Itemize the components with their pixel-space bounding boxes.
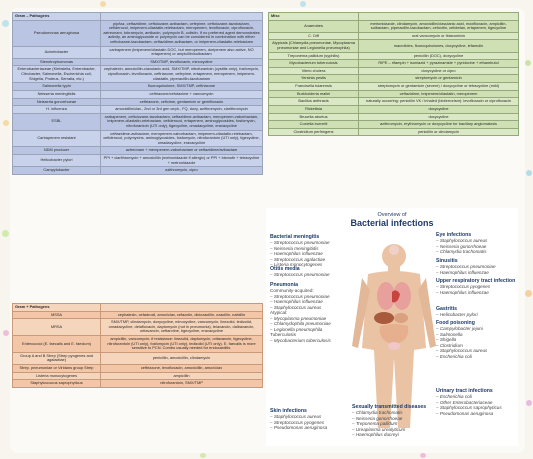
pathogen-item: – Pseudomonas aeruginosa <box>270 425 328 431</box>
decor-dot <box>525 60 531 66</box>
treatment-cell: carbapenem, ceftolozane-tazobactam, ceftazidime-avibactam, meropenem-vaborbactam, imipenem-cilastatin-relebactam, cefiderocol, ertapenem, aminoglycosides, fosfomycin, nitrofurantoin (UTI only), tigecycline, omadacycline, eravacycline <box>101 113 263 130</box>
treatment-cell: carbapenem (imipenem/cilastatin DOC, but meropenem, doripenem also active, NO ertapenem) or ampicillin/sulbactam <box>101 46 263 58</box>
meningitis-block <box>270 234 352 268</box>
pathogen-item: – Haemophilus influenzae <box>436 289 489 295</box>
table-row <box>13 336 263 353</box>
pathogen-item: – Escherichia coli <box>436 394 472 400</box>
infographic-title <box>266 212 518 228</box>
treatment-cell: azithromycin, erythromycin or doxycycline for bacillary angiomatosis <box>359 121 519 129</box>
table-row <box>269 113 519 121</box>
sinusitis-block <box>436 258 516 275</box>
pathogen-item: – Treponema pallidum <box>352 421 398 427</box>
infection-heading: Gastritis <box>436 306 458 312</box>
pathogen-item: – Chlamydia trachomatis <box>352 410 403 416</box>
infection-heading: Pneumonia <box>270 282 298 288</box>
pathogen-cell: Listeria monocytogenes <box>13 372 101 380</box>
pathogen-item: – Shigella <box>436 337 457 343</box>
uti-block <box>436 388 516 416</box>
treatment-cell: cephalexin, cefadroxil, amox/clav, cefazolin, dicloxacillin, oxacillin, nafcillin <box>101 311 263 319</box>
pathogen-item: – Salmonella <box>436 331 463 337</box>
otitis-block <box>270 266 352 278</box>
table-row <box>269 90 519 98</box>
table-header-cell <box>359 13 519 21</box>
pathogen-cell: Carbapenem resistant <box>13 130 101 147</box>
treatment-cell: ceftazidime-avibactam, meropenem-vaborbactam, imipenem-cilastatin-relebactam, cefiderocol, polymyxins, aminoglycosides, fosfomycin, nitrofurantoin (UTI only), tigecycline, omadacycline, eravacycline <box>101 130 263 147</box>
pathogen-cell: C. Diff <box>269 32 359 40</box>
treatment-cell: ceftriaxone/cefotaxime + vancomycin <box>101 90 263 98</box>
pathogen-item: – Streptococcus pneumoniae <box>270 272 330 278</box>
pathogen-item: Community-acquired: <box>270 288 314 294</box>
table-row <box>269 67 519 75</box>
table-row <box>269 20 519 32</box>
misc-pathogens-table <box>268 12 519 136</box>
table-row <box>13 46 263 58</box>
pathogen-cell: H. influenza <box>13 106 101 114</box>
treatment-cell: penicillin (DOC), doxycycline <box>359 52 519 60</box>
pathogen-cell: Staphylococcus saprophyticus <box>13 380 101 388</box>
decor-dot <box>420 453 426 458</box>
infection-heading: Upper respiratory tract infection <box>436 278 516 284</box>
pathogen-item: – Streptococcus pyogenes <box>436 284 491 290</box>
infection-heading: Urinary tract infections <box>436 388 493 394</box>
table-row <box>13 90 263 98</box>
treatment-cell: metronidazole, clindamycin, amoxicillin/clavulanic acid, moxifloxacin, ampicillin-sulbactam, piperacillin-tazobactam, cefoxitin, cefotetan, ertapenem, tigecycline <box>359 20 519 32</box>
infection-heading: Sexually transmitted diseases <box>352 404 427 410</box>
treatment-cell: ceftriaxone, cefixime, gentamicin or gemifloxacin <box>101 98 263 106</box>
pathogen-cell: Vibrio cholera <box>269 67 359 75</box>
pathogen-cell: Neisseria meningitidis <box>13 90 101 98</box>
treatment-cell: ampicillin <box>101 372 263 380</box>
infection-heading: Eye infections <box>436 232 472 238</box>
std-block <box>352 404 432 438</box>
decor-dot <box>300 1 306 7</box>
treatment-cell: ampicillin, vancomycin; if resistance: linezolid, daptomycin, oritavancin, tigecycline, nitrofurantoin (UTI only), fosfomycin (UTI only), tedizolid (UTI only). E. faecalis is more sensitive to PCN. Combo usually needed for endocarditis. <box>101 336 263 353</box>
table-row <box>13 365 263 373</box>
food-poisoning-block <box>436 320 516 359</box>
table-header-row <box>13 304 263 312</box>
decor-dot <box>2 230 9 237</box>
pathogen-item: – Neisseria gonorrhoeae <box>352 415 403 421</box>
table-row <box>13 98 263 106</box>
table-row <box>13 106 263 114</box>
table-row <box>269 121 519 129</box>
table-row <box>13 66 263 83</box>
treatment-cell: PPI + clarithromycin + amoxicillin (metronidazole if allergic) or PPI + bismuth + tetracycline + metronidazole <box>101 155 263 167</box>
pathogen-item: – Staphylococcus aureus <box>436 348 488 354</box>
infographic-heading: Bacterial infections <box>350 218 434 228</box>
table-header-row <box>269 13 519 21</box>
pathogen-cell: Group A and B Strep (Strep pyogenes and agalactiae) <box>13 352 101 364</box>
pathogen-cell: Coxiella burnetii <box>269 121 359 129</box>
treatment-cell: doxycycline or cipro <box>359 67 519 75</box>
pathogen-cell: MRSA <box>13 319 101 336</box>
table-row <box>269 60 519 68</box>
table-row <box>269 40 519 52</box>
treatment-cell: aztreonam + meropenem-vaborbactam or ceftazidime/avibactam <box>101 147 263 155</box>
pathogen-item: – Haemophilus ducreyi <box>352 432 399 438</box>
table-row <box>269 75 519 83</box>
pathogen-cell: Helicobacter pylori <box>13 155 101 167</box>
pathogen-cell: Strep. pneumoniae or Viridans group Strep <box>13 365 101 373</box>
pneumonia-block <box>270 282 352 343</box>
infection-heading: Otitis media <box>270 266 300 272</box>
table-row <box>13 155 263 167</box>
pathogen-cell: Treponema pallidum (syphilis) <box>269 52 359 60</box>
pathogen-item: – Clostridium <box>436 342 463 348</box>
pathogen-item: – Haemophilus influenzae <box>436 269 489 275</box>
treatment-cell: SMX/TMP, clindamycin, doxycycline, minocycline, vancomycin, linezolid, tedizolid, omadacycline, delafloxacin, daptomycin (not in pneumonia), telavancin, dalbavancin, oritavancin, ceftaroline, tigecycline, eravacycline <box>101 319 263 336</box>
pathogen-item: – Chlamydophila pneumoniae <box>270 321 331 327</box>
table-row <box>269 83 519 91</box>
bacterial-infections-infographic <box>266 208 518 446</box>
treatment-cell: fluoroquinolone, SMX/TMP, ceftriaxone <box>101 83 263 91</box>
urti-block <box>436 278 516 295</box>
gram-negative-table <box>12 12 263 175</box>
table-header-cell: Gram + Pathogens <box>13 304 101 312</box>
pathogen-item: – Other Enterobacteriaceae <box>436 399 493 405</box>
pathogen-item: – Streptococcus pneumoniae <box>270 240 330 246</box>
treatment-cell: RIPE – rifampin + isoniazid + pyrazinamide + pyridoxine + ethambutol <box>359 60 519 68</box>
pathogen-cell: Clostridium perfringens <box>269 128 359 136</box>
decor-dot <box>2 20 9 27</box>
decor-dot <box>200 453 206 458</box>
table-row <box>13 83 263 91</box>
pathogen-cell: MSSA <box>13 311 101 319</box>
pathogen-cell: NDM producer <box>13 147 101 155</box>
pathogen-item: – Haemophilus influenzae <box>270 299 323 305</box>
treatment-cell: doxycycline <box>359 113 519 121</box>
treatment-cell: ceftriaxone, levofloxacin, amoxicillin, amox/clav <box>101 365 263 373</box>
pathogen-cell: Yersinia pestis <box>269 75 359 83</box>
pathogen-cell: Bacillus anthracis <box>269 98 359 106</box>
pathogen-cell: Pseudomonas aeruginosa <box>13 20 101 46</box>
treatment-cell: cephalexin, amoxicillin-clavulanic acid, SMX/TMP, nitrofurantoin (cystitis only), fosfomycin, ciprofloxacin, levofloxacin, ceftriaxone, cefepime, ertapenem, meropenem, imipenem-cilastatin, piperacillin-tazobactam <box>101 66 263 83</box>
table-row <box>269 128 519 136</box>
table-row <box>13 311 263 319</box>
treatment-cell: oral vancomycin or fidaxomicin <box>359 32 519 40</box>
pathogen-item: – Staphylococcus saprophyticus <box>436 405 502 411</box>
pathogen-item: – Legionella pneumophila <box>270 326 323 332</box>
pathogen-item: – Streptococcus pneumoniae <box>270 293 330 299</box>
table-row <box>269 105 519 113</box>
decor-dot <box>526 400 532 406</box>
pathogen-item: – Staphylococcus aureus <box>436 238 488 244</box>
table-row <box>269 98 519 106</box>
treatment-cell: nitrofurantoin, SMX/TMP <box>101 380 263 388</box>
treatment-cell: penicillin or clindamycin <box>359 128 519 136</box>
treatment-cell: streptomycin or gentamicin <box>359 75 519 83</box>
skin-infections-block <box>270 408 352 431</box>
treatment-cell: SMX/TMP, levofloxacin, minocycline <box>101 58 263 66</box>
pathogen-item: – Listeria monocytogenes <box>270 262 323 268</box>
decor-dot <box>525 290 532 297</box>
pathogen-item: – Haemophilus influenzae <box>270 251 323 257</box>
pathogen-item: – Campylobacter jejuni <box>436 326 483 332</box>
table-row <box>13 113 263 130</box>
pathogen-cell: Campylobacter <box>13 167 101 175</box>
table-row <box>269 52 519 60</box>
table-row <box>13 20 263 46</box>
table-row <box>13 352 263 364</box>
pathogen-item: – Mycobacterium tuberculosis <box>270 337 331 343</box>
decor-dot <box>526 170 532 176</box>
pathogen-item: – Streptococcus pneumoniae <box>436 264 496 270</box>
table-header-cell <box>101 304 263 312</box>
table-row <box>13 147 263 155</box>
pathogen-item: Tuberculosis <box>270 332 296 338</box>
pathogen-item: – Chlamydia trachomatis <box>436 249 487 255</box>
pathogen-item: – Staphylococcus aureus <box>270 414 322 420</box>
table-row <box>13 130 263 147</box>
infection-heading: Food poisoning <box>436 320 475 326</box>
infection-heading: Sinusitis <box>436 258 458 264</box>
table-header-row <box>13 13 263 21</box>
pathogen-cell: Salmonella typhi <box>13 83 101 91</box>
pathogen-item: – Streptococcus agalactiae <box>270 256 326 262</box>
pathogen-cell: Mycobacterium tuberculosis <box>269 60 359 68</box>
treatment-cell: doxycycline <box>359 105 519 113</box>
pathogen-cell: Neisseria gonorrhoeae <box>13 98 101 106</box>
pathogen-cell: Rickettsia <box>269 105 359 113</box>
treatment-cell: macrolides, fluoroquinolones, doxycycline, lefamulin <box>359 40 519 52</box>
gram-positive-table <box>12 303 263 388</box>
infection-heading: Skin infections <box>270 408 307 414</box>
pathogen-cell: Enterococci (E. faecalis and E. faecium) <box>13 336 101 353</box>
infographic-overview-label: Overview of <box>377 212 407 218</box>
treatment-cell: streptomycin or gentamicin (severe) / doxycycline or tetracycline (mild) <box>359 83 519 91</box>
pathogen-item: – Streptococcus pyogenes <box>270 419 325 425</box>
decor-dot <box>3 120 9 126</box>
table-row <box>13 372 263 380</box>
decor-dot <box>100 1 106 7</box>
pathogen-cell: Atypicals (Chlamydia pneumoniae, Mycoplasma pneumoniae and Legionella pneumophila) <box>269 40 359 52</box>
pathogen-item: – Staphylococcus aureus <box>270 304 322 310</box>
treatment-cell: azithromycin, cipro <box>101 167 263 175</box>
treatment-cell: ceftazidime, imipenem/cilastatin, meropenem <box>359 90 519 98</box>
pathogen-item: – Pseudomonas aeruginosa <box>436 410 494 416</box>
treatment-cell: pip/taz, ceftazidime, ceftolozane-avibactam, cefepime, ceftolozane-tazobactam, cefiderocol, imipenem-cilastatin-relebactam, meropenem, levofloxacin, ciprofloxacin, aztreonam, tobramycin, amikacin, polymyxin B, colistin. If no preferred agent demonstrates activity, an aminoglycoside or polymyxin can be considered in combination with either ceftolozane-tazobactam, ceftazidime-avibactam, or imipenem-cilastatin-relebactam <box>101 20 263 46</box>
pathogen-item: – Ureaplasma urealyticum <box>352 426 406 432</box>
table-row <box>13 58 263 66</box>
pathogen-cell: Anaerobes <box>269 20 359 32</box>
pathogen-item: – Helicobacter pylori <box>436 312 478 318</box>
pathogen-cell: Acinetobacter <box>13 46 101 58</box>
eye-infections-block <box>436 232 516 255</box>
treatment-cell: amoxicillin/clav., 2nd or 3rd gen ceph., FQ, doxy, azithromycin, clarithromycin <box>101 106 263 114</box>
pathogen-item: – Escherichia coli <box>436 353 472 359</box>
infection-heading: Bacterial meningitis <box>270 234 320 240</box>
pathogen-cell: Burkholderia mallei <box>269 90 359 98</box>
table-header-cell <box>101 13 263 21</box>
table-row <box>13 380 263 388</box>
pathogen-cell: Enterobacteriaceae (Klebsiella, Enterobacter, Citrobacter, Salmonella, Escherichia coli, Shigella, Proteus, Serratia, etc.) <box>13 66 101 83</box>
pathogen-cell: Francisella tularensis <box>269 83 359 91</box>
treatment-cell: naturally occurring: penicillin VK / inhaled (bioterrorism): levofloxacin or ciprofloxacin <box>359 98 519 106</box>
pathogen-cell: Brucella abortus <box>269 113 359 121</box>
table-header-cell: Misc <box>269 13 359 21</box>
table-row <box>269 32 519 40</box>
pathogen-item: – Mycoplasma pneumoniae <box>270 315 327 321</box>
decor-dot <box>3 330 9 336</box>
pathogen-cell: Stenotrophomonas <box>13 58 101 66</box>
table-row <box>13 167 263 175</box>
pathogen-cell: ESBL <box>13 113 101 130</box>
table-row <box>13 319 263 336</box>
treatment-cell: penicillin, amoxicillin, clindamycin <box>101 352 263 364</box>
gastritis-block <box>436 306 516 318</box>
pathogen-item: – Neisseria meningitidis <box>270 245 319 251</box>
table-header-cell: Gram – Pathogens <box>13 13 101 21</box>
pathogen-item: – Neisseria gonorrhoeae <box>436 243 487 249</box>
pathogen-item: Atypical: <box>270 310 288 316</box>
